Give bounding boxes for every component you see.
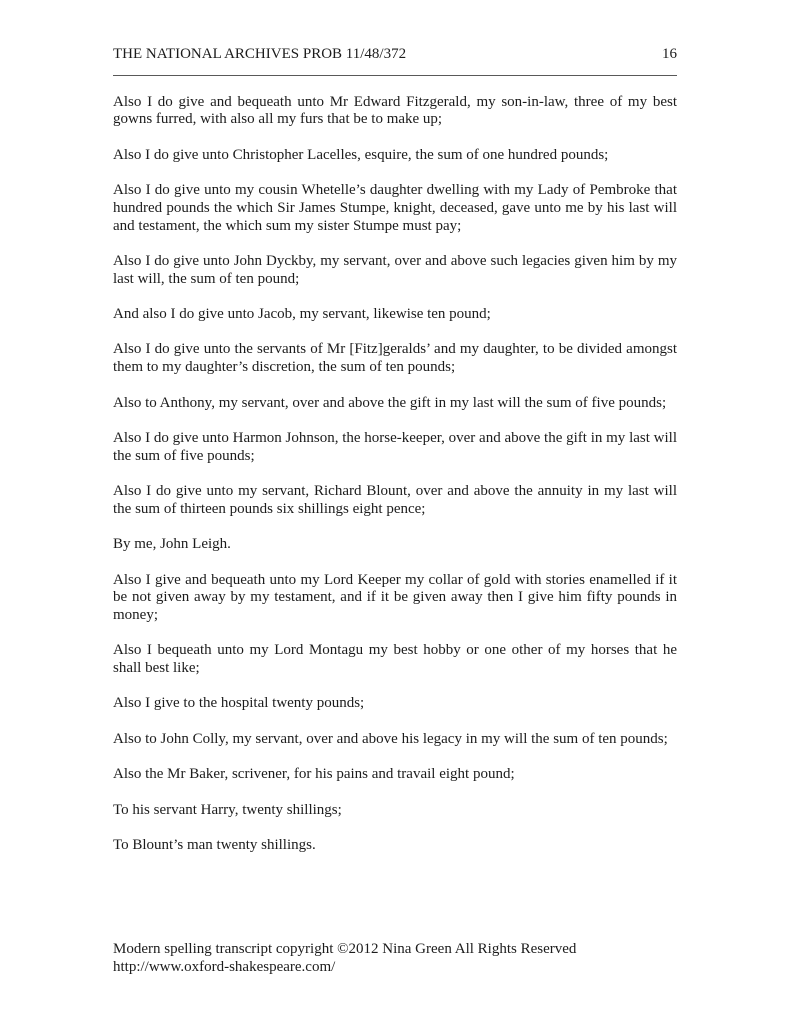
paragraph: Also I do give and bequeath unto Mr Edward Fitzgerald, my son-in-law, three of my best gowns furred, with also all my furs that be to make up;	[113, 93, 677, 128]
paragraph: Also I give to the hospital twenty pounds;	[113, 695, 365, 712]
paragraph: Also to John Colly, my servant, over and above his legacy in my will the sum of ten pounds;	[113, 730, 668, 747]
paragraph: Also I give and bequeath unto my Lord Keeper my collar of gold with stories enamelled if it be not given away by my testament, and if it be given away then I give him fifty pounds in money;	[113, 571, 677, 623]
paragraph: Also to Anthony, my servant, over and above the gift in my last will the sum of five pounds;	[113, 394, 667, 411]
paragraph: And also I do give unto Jacob, my servant, likewise ten pound;	[113, 306, 491, 323]
website-url: http://www.oxford-shakespeare.com/	[113, 958, 336, 975]
copyright-line: Modern spelling transcript copyright ©2012 Nina Green All Rights Reserved	[113, 941, 577, 957]
page-number: 16	[662, 46, 677, 62]
paragraph: Also I do give unto my cousin Whetelle’s daughter dwelling with my Lady of Pembroke that hundred pounds the which Sir James Stumpe, knight, deceased, gave unto me by his last will and testament, the which sum my sister Stumpe must pay;	[113, 182, 677, 234]
paragraph: Also I do give unto Harmon Johnson, the horse-keeper, over and above the gift in my last will the sum of five pounds;	[113, 429, 677, 464]
paragraph: To his servant Harry, twenty shillings;	[113, 801, 342, 818]
paragraph: Also the Mr Baker, scrivener, for his pains and travail eight pound;	[113, 766, 515, 783]
page-footer	[113, 941, 677, 976]
page-header	[113, 47, 677, 62]
header-title: THE NATIONAL ARCHIVES PROB 11/48/372	[113, 46, 407, 62]
header-rule	[113, 75, 677, 76]
content-area	[113, 47, 677, 855]
paragraph: Also I bequeath unto my Lord Montagu my best hobby or one other of my horses that he shall best like;	[113, 642, 677, 677]
paragraph: Also I do give unto Christopher Lacelles, esquire, the sum of one hundred pounds;	[113, 146, 609, 163]
paragraph: Also I do give unto the servants of Mr [Fitz]geralds’ and my daughter, to be divided amongst them to my daughter’s discretion, the sum of ten pounds;	[113, 341, 677, 376]
paragraph: To Blount’s man twenty shillings.	[113, 836, 316, 853]
paragraph: Also I do give unto my servant, Richard Blount, over and above the annuity in my last will the sum of thirteen pounds six shillings eight pence;	[113, 483, 677, 517]
paragraph: By me, John Leigh.	[113, 536, 231, 553]
paragraph: Also I do give unto John Dyckby, my servant, over and above such legacies given him by my last will, the sum of ten pound;	[113, 252, 677, 287]
document-body	[113, 94, 677, 855]
